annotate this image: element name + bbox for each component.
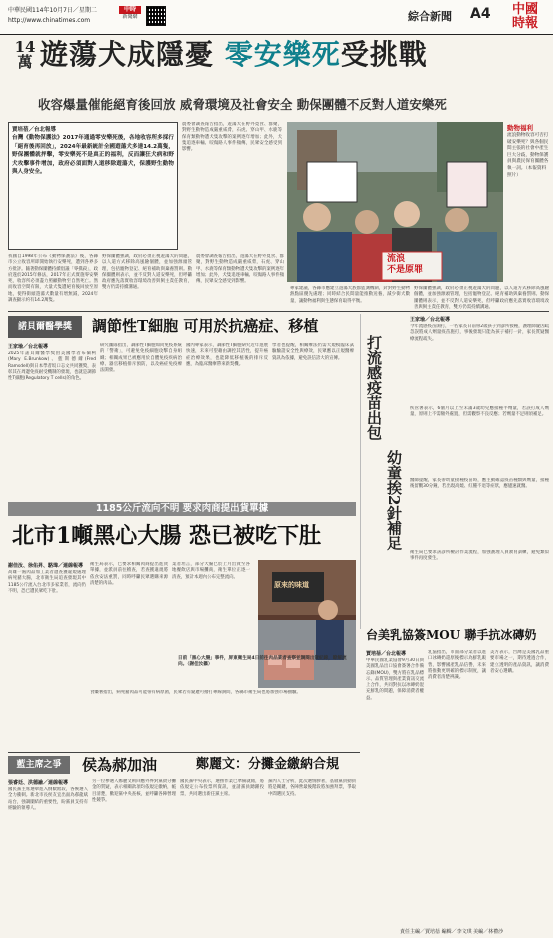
bottom-divider bbox=[8, 752, 360, 753]
issue-date: 中華民國114年10月7日／星期二 bbox=[8, 7, 97, 14]
chinatimes-logo bbox=[505, 3, 545, 31]
meat-column-2: 衛生局表示，已要求相關肉商提出進貨單據，並派員前往稽查，若查獲違規將依食安法重罰，同時呼籲民眾選購來源清楚的肉品。 bbox=[90, 562, 168, 586]
column-rule-right bbox=[360, 314, 361, 629]
protest-photo bbox=[287, 122, 503, 282]
headline-highlight: 零安樂死 bbox=[224, 38, 341, 71]
kmt-column-2: 另一位參選人鄭麗文則回應外界對黨費分攤金的質疑，表示相關款項均依規定繳納，帳目清楚，歡迎黨中央查核，並呼籲各陣營理性競爭。 bbox=[92, 779, 176, 803]
top-body-column-4: 專家建議，各縣市應建立遊蕩犬族群監測機制，針對野生動物熱點區優先處理；同時結合民間量能推動送養，減少街犬數量，讓動物福利與生態保育取得平衡。 bbox=[290, 286, 410, 304]
headline-part-1: 遊蕩犬成隱憂 bbox=[40, 38, 215, 71]
chinatimes-mini-logo bbox=[119, 6, 141, 21]
treg-column-2: 研究團隊指出，調節性T細胞如同免疫系統的「警衛」，可避免免疫細胞攻擊自身組織；相關成果已被應用於自體免疫疾病治療、器官移植排斥預防，以及癌症免疫療法開發。 bbox=[100, 343, 182, 374]
page-header bbox=[0, 0, 553, 35]
photo-caption-title: 動物福利 bbox=[507, 124, 533, 132]
kmt-tag: 藍主席之爭 bbox=[8, 756, 70, 774]
vaccine-paragraph-4: 衛生局已要求該診所檢討作業流程，加強護理人員教育訓練，避免類似事件再度發生。 bbox=[410, 550, 549, 562]
vaccine-headline-1: 打流感疫苗出包 bbox=[365, 335, 383, 440]
section-divider bbox=[8, 311, 549, 312]
top-body-column-3: 農委會調查報告指出，遊蕩犬在野外覓食、群聚，對野生動物造成嚴重威脅，石虎、穿山甲、水鹿等保育類動物遭犬隻攻擊的案例逐年增加；此外，犬隻追逐車輛、咬傷路人事件頻傳，民眾安全感受到影響。 bbox=[196, 254, 284, 285]
page-credits: 責任主編／賈培蓓 編輯／李文琪 美編／林禮沙 bbox=[400, 929, 504, 935]
mini-logo-subtext: 新聞網 bbox=[122, 14, 138, 20]
lead-box bbox=[8, 122, 178, 250]
kmt-headline-left: 侯為郝加油 bbox=[82, 756, 158, 774]
treg-column-1: 2025年諾貝爾醫學獎由美國學者布倫柯(Mary E.Brunkow)、藍斯德爾(Fred Ramsdell)與日本學者坂口志文共同獲獎，表彰其在周邊免疫耐受機制的發現，也就是調節性T細胞(Regulatory T cells)的角色。 bbox=[8, 351, 96, 382]
meat-banner: 1185公斤流向不明 要求肉商提出貨單據 bbox=[8, 502, 356, 516]
logo-line-2: 時報 bbox=[511, 16, 538, 31]
website-link[interactable]: http://www.chinatimes.com bbox=[8, 17, 91, 24]
kmt-byline: 張睿廷、洪德諭／連線報導 bbox=[8, 780, 69, 786]
main-headline bbox=[40, 38, 428, 72]
headline-kicker bbox=[14, 40, 36, 70]
photo-caption bbox=[507, 124, 549, 179]
photo-sign-1: 流浪 bbox=[387, 254, 406, 264]
treg-byline: 王家瑜／台北報導 bbox=[8, 344, 49, 350]
kmt-column-1: 國民黨主席選舉進入倒數階段，各候選人全力衝刺。新北市長侯友宜出面為郝龍斌站台，強調團結的重要性，盼黨員支持有經驗的領導人。 bbox=[8, 787, 88, 811]
nobel-tag: 諾貝爾醫學獎 bbox=[8, 316, 82, 338]
kicker-text: 14萬 bbox=[14, 38, 36, 71]
milk-column-1: 中華民國乳業協會9月30日與美國乳品出口協會簽署合作備忘錄(MOU)，雙方將在乳品標示、品質管理與產業資訊交流上合作，共同對抗以冰磚奶混充鮮乳的問題，保障消費者權益。 bbox=[366, 658, 424, 701]
main-subtitle: 收容爆量催能絕育後回放 威脅環境及社會安全 動保團體不反對人道安樂死 bbox=[38, 97, 447, 112]
meat-column-4: 食藥署指出，病死豬肉品可能帶有病原菌，民眾若有疑慮可撥打專線詢問，各縣市衛生局也將加強市場抽驗。 bbox=[90, 690, 301, 695]
mini-logo-text: 中時 bbox=[119, 6, 141, 14]
milk-headline: 台美乳協簽MOU 聯手抗冰磚奶 bbox=[366, 628, 537, 642]
top-body-column-a: 農委會調查報告指出，遊蕩犬在野外覓食、群聚，對野生動物造成嚴重威脅，石虎、穿山甲、水鹿等保育類動物遭犬隻攻擊的案例逐年增加；此外，犬隻追逐車輛、咬傷路人事件頻傳，民眾安全感受到影響。 bbox=[182, 122, 282, 153]
butcher-shop-sign: 原來的味道 bbox=[274, 581, 309, 589]
kmt-column-3: 國民黨中央表示，選務作業已準備就緒，將依規定公布投票所資訊，並請黨員踴躍投票，共同選出新任黨主席。 bbox=[180, 779, 264, 797]
top-body-column-5: 野保團體強調，政府必須正視遊蕩犬的問題，以人道方式移除高風險個體，並加強源頭管理，包括寵物登記、絕育補助與棄養罰則。動保團體則表示，並不反對人道安樂死，但呼籲政府應先落實收容環境改善與飼主責任教育，雙方仍需持續溝通。 bbox=[414, 286, 549, 310]
headline-part-2: 受挑戰 bbox=[340, 38, 428, 71]
butcher-photo-caption: 日前「黑心大腸」事件，屏東衛生局4日前往肉品業者查察並調閱出貨紀錄，瞭解流向。（謝佳汝攝） bbox=[178, 656, 347, 668]
vaccine-headline-2: 幼童挨2針補足 bbox=[385, 450, 403, 551]
treg-headline: 調節性T細胞 可用於抗癌症、移植 bbox=[92, 317, 319, 335]
meat-byline: 謝佳汝、徐佑昇、駱瑋／連線報導 bbox=[8, 563, 84, 569]
lead-paragraph: 台灣《動物保護法》2017年通過零安樂死後，各地收容所多採行「絕育後再回放」，2024年最新統計全國遊蕩犬多達14.2萬隻，野保團體就抨擊，零安樂死不是真正的福利，反而讓狂犬病和野犬攻擊事件增加，政府必須面對人道移除遊蕩犬，保護野生動物與人身安全。 bbox=[12, 135, 174, 175]
vaccine-paragraph-1: 今年流感疫苗開打，一名家長日前帶2歲孩子到診所接種，護理師疑因疏忽誤將成人劑量疫苗施打，事後發現只能為孩子補打一針，家長質疑醫療流程疏失。 bbox=[410, 324, 549, 342]
qr-code-icon bbox=[146, 6, 166, 26]
logo-line-1: 中國 bbox=[511, 2, 538, 17]
kmt-column-4: 黨內人士分析，此次選情膠著，基層黨員動員將是關鍵，各陣營最後階段將加強拜票，爭取中間選民支持。 bbox=[268, 779, 356, 797]
meat-headline: 北市1噸黑心大腸 恐已被吃下肚 bbox=[12, 523, 321, 549]
photo-sign-2: 不是原罪 bbox=[387, 265, 424, 275]
kmt-headline-right: 鄭麗文：分攤金繳納合規 bbox=[196, 757, 340, 772]
section-name: 綜合新聞 bbox=[408, 10, 452, 23]
treg-column-4: 學者也提醒，相關療法仍需大規模臨床試驗驗證安全性與療效，民眾應以正規醫療資訊為依據，避免誤信誇大的宣傳。 bbox=[272, 343, 354, 361]
vaccine-paragraph-2: 疾管署表示，6個月以上至未滿3歲幼兒應接種半劑量，若誤打成人劑量，原則上不需額外處置，但需觀察不良反應；若劑量不足則須補足。 bbox=[410, 406, 549, 418]
vaccine-byline: 王家瑜／台北報導 bbox=[410, 317, 451, 323]
meat-column-1: 高雄一處肉品加工業者遭查獲違規處理病死豬大腸，北市衛生局追查發現其中1185公斤流入台北市多家業者，流向仍不明，恐已遭民眾吃下肚。 bbox=[8, 570, 86, 594]
milk-column-3: 美方表示，台灣是美國乳品重要市場之一，期待透過合作，建立透明的產品資訊，讓消費者安心選購。 bbox=[490, 650, 549, 674]
top-body-column-1: 我國自1998年公布《動物保護法》後，各縣市公立收容所即開始執行安樂死，遭到各界多方批評。隨著動保團體持續倡議「零撲殺」，政府遂於2015年修法，2017年正式實施零安樂死，收容所必須盡力照顧動物至自然死亡。然而收容空間有限，大量犬隻遭絕育後回放至原地，使得街頭遊蕩犬數量有增無減，2024年調查顯示約有14.2萬隻。 bbox=[8, 254, 98, 304]
milk-byline: 賈培蓓／台北報導 bbox=[366, 651, 407, 657]
vaccine-paragraph-3: 醫師提醒，家長帶幼童接種疫苗時，應主動確認疫苗種類與劑量，接種後留觀30分鐘，若出現高燒、紅腫不退等症狀，應儘速就醫。 bbox=[410, 478, 549, 490]
milk-column-2: 乳協指出，市面部分業者以進口冰磚奶還原後標示為鮮乳販售，影響國產乳品信譽，未來將推動更明確的標示制度，讓消費者清楚辨識。 bbox=[428, 650, 486, 681]
photo-caption-text: 流浪動物收容可否打破安樂死？與各個民間主張的社會中產生巨大分歧，動物保護員與農民保育團體各執一詞。（本報資料照片） bbox=[507, 133, 549, 178]
treg-column-3: 國內專家表示，調節性T細胞研究近年進展快速，未來可望藉由調控其活性，提升癌症治療效果，也能降低移植後的排斥反應，為臨床醫療帶來新契機。 bbox=[186, 343, 268, 367]
page-number: A4 bbox=[470, 6, 491, 22]
meat-column-3: 業者坦言，部分大腸已於上月出貨至各地餐飲店與市場攤商，衛生單位正逐一清查，預計本週內公布完整流向。 bbox=[172, 562, 250, 580]
top-body-column-2: 野保團體強調，政府必須正視遊蕩犬的問題，以人道方式移除高風險個體，並加強源頭管理，包括寵物登記、絕育補助與棄養罰則。動保團體則表示，並不反對人道安樂死，但呼籲政府應先落實收容環境改善與飼主責任教育，雙方仍需持續溝通。 bbox=[102, 254, 192, 291]
top-byline: 賈培蓓／台北報導 bbox=[12, 127, 57, 133]
